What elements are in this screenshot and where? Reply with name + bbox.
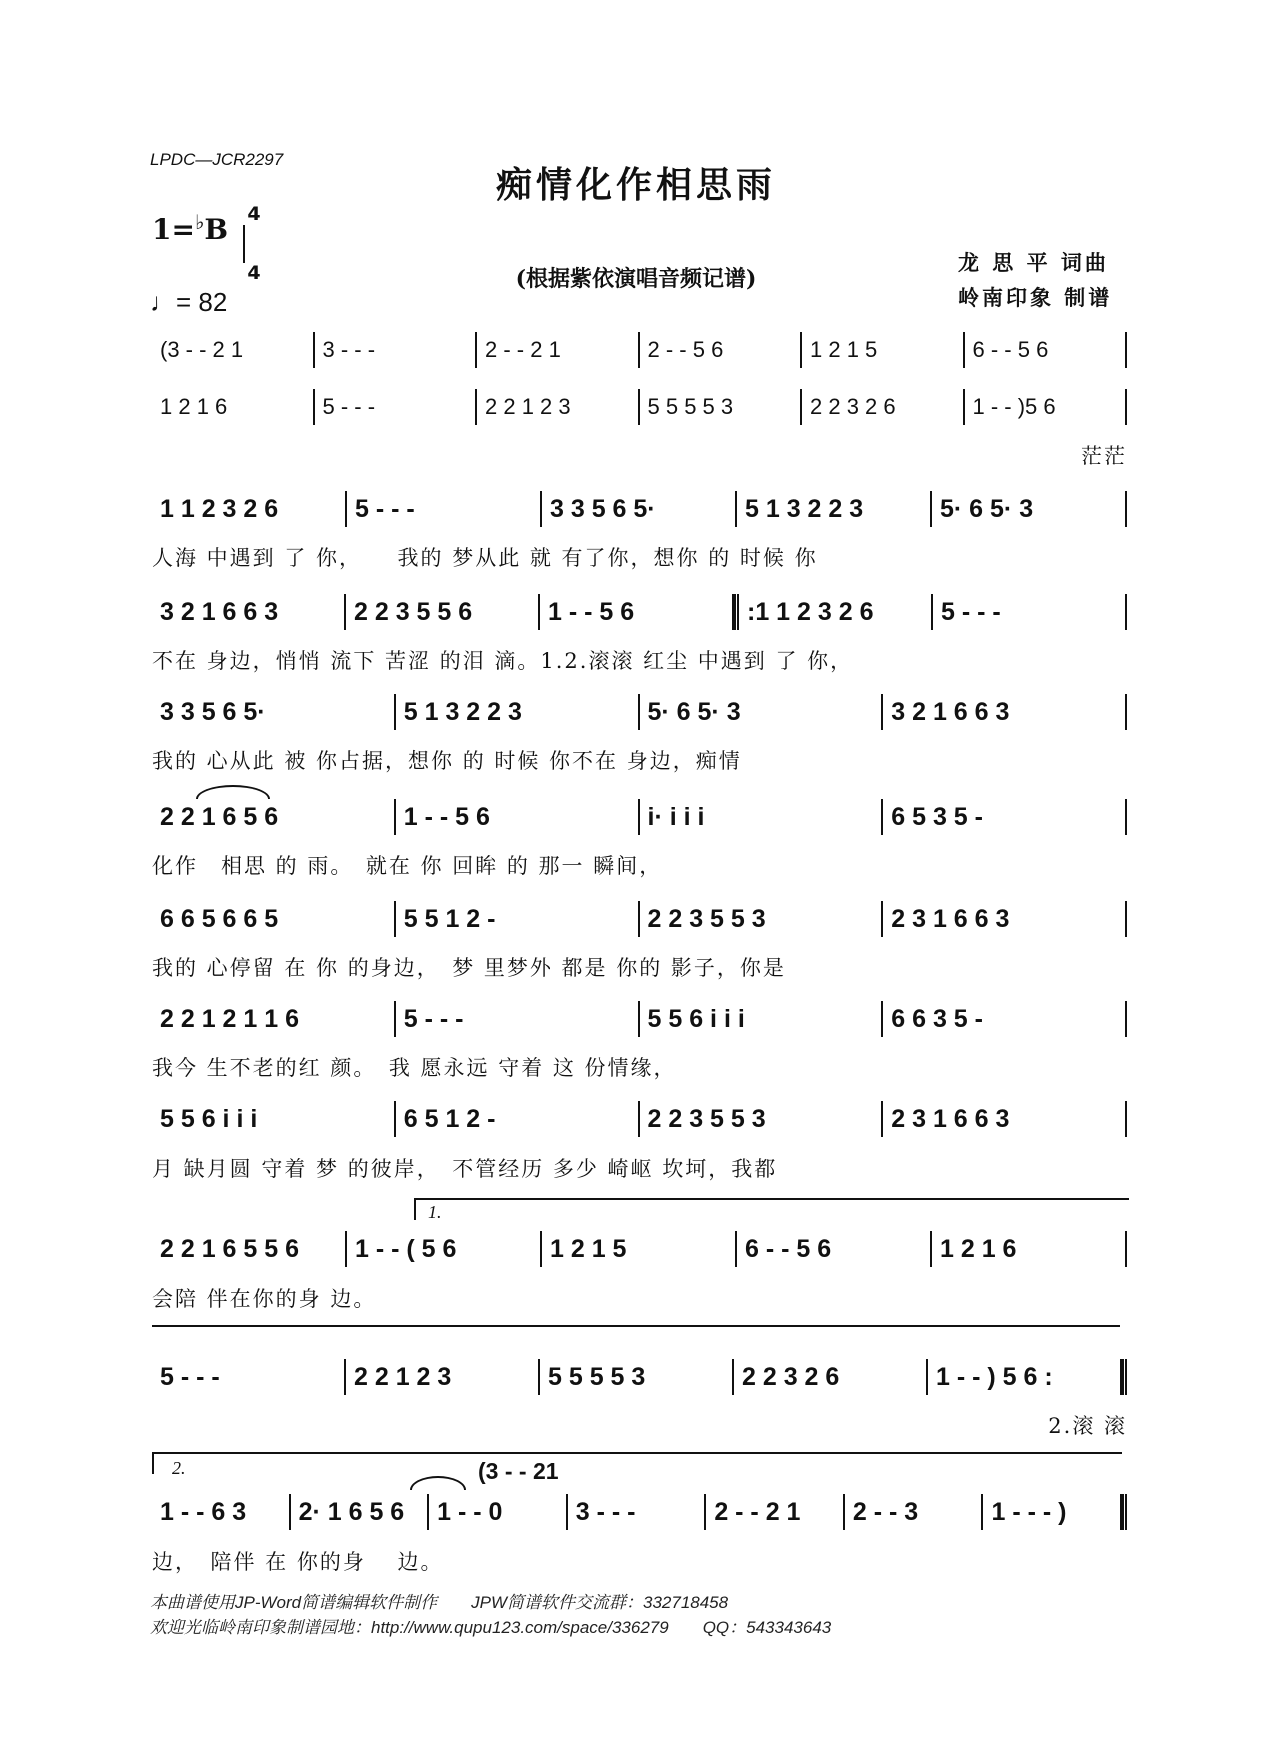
measure: 3 2 1 6 6 3 bbox=[160, 597, 279, 626]
measure: 2 2 3 5 5 6 bbox=[354, 597, 473, 626]
tempo-value: = 82 bbox=[176, 287, 228, 317]
measure: 2 - - 2 1 bbox=[714, 1497, 801, 1526]
lyric-line: 我的 心停留 在 你 的身边， 梦 里梦外 都是 你的 影子，你是 bbox=[152, 956, 786, 980]
measure: 1 - - ( 5 6 bbox=[355, 1234, 457, 1263]
lyric-line: 我的 心从此 被 你占据，想你 的 时候 你不在 身边，痴情 bbox=[152, 749, 742, 773]
measure: 2 2 3 5 5 3 bbox=[647, 904, 766, 933]
interlude-bracket: (3 - - 21 bbox=[478, 1458, 559, 1484]
measure: 1 - - ) 5 6 : bbox=[936, 1362, 1053, 1391]
lyric-line: 化作 相思 的 雨。 就在 你 回眸 的 那一 瞬间， bbox=[152, 854, 663, 878]
measure: 2 2 1 6 5 5 6 bbox=[160, 1234, 300, 1263]
measure: 5 - - - bbox=[160, 1362, 220, 1391]
measure: 2 - - 5 6 bbox=[647, 337, 724, 362]
quarter-note-icon: ♩ bbox=[150, 287, 176, 317]
time-signature-line bbox=[243, 225, 245, 263]
measure: i· i i i bbox=[647, 802, 705, 831]
time-signature-bottom: 4 bbox=[247, 262, 261, 284]
measure: 3 - - - bbox=[575, 1497, 636, 1526]
measure: 1 - - - ) bbox=[991, 1497, 1067, 1526]
volta-bracket-2 bbox=[152, 1452, 1122, 1474]
lyric-line: 人海 中遇到 了 你， 我的 梦从此 就 有了你，想你 的 时候 你 bbox=[152, 546, 818, 570]
lyric-line: 不在 身边，悄悄 流下 苦涩 的泪 滴。1.2.滚滚 红尘 中遇到 了 你， bbox=[152, 649, 854, 673]
measure: 6 5 1 2 - bbox=[403, 1104, 496, 1133]
measure: :1 1 2 3 2 6 bbox=[747, 597, 874, 626]
repeat-start-barline bbox=[732, 594, 739, 630]
volta-bracket-1 bbox=[414, 1198, 1129, 1220]
score-code: LPDC—JCR2297 bbox=[150, 150, 284, 169]
barline bbox=[1125, 332, 1127, 368]
measure: 2 - - 3 bbox=[852, 1497, 919, 1526]
barline bbox=[1125, 1231, 1127, 1267]
barline bbox=[1125, 491, 1127, 527]
barline bbox=[1125, 694, 1127, 730]
measure: 5 - - - bbox=[941, 597, 1001, 626]
measure: 2 2 3 2 6 bbox=[810, 394, 896, 419]
lyric-line: 我今 生不老的红 颜。 我 愿永远 守着 这 份情缘， bbox=[152, 1056, 677, 1080]
score-row bbox=[152, 487, 1127, 531]
measure: 5 5 6 i i i bbox=[647, 1004, 745, 1033]
measure: 2 3 1 6 6 3 bbox=[891, 1104, 1010, 1133]
measure: 6 6 5 6 6 5 bbox=[160, 904, 279, 933]
measure: 5 5 5 5 3 bbox=[647, 394, 734, 419]
score-row bbox=[152, 1355, 1127, 1399]
measure: 1 2 1 5 bbox=[550, 1234, 627, 1263]
measure: 2 3 1 6 6 3 bbox=[891, 904, 1010, 933]
measure: 2 2 1 6 5 6 bbox=[160, 802, 279, 831]
barline bbox=[1125, 1001, 1127, 1037]
footer-software-note: 本曲谱使用JP-Word简谱编辑软件制作 JPW简谱软件交流群：332718458 bbox=[150, 1593, 729, 1612]
measure: 5· 6 5· 3 bbox=[647, 697, 741, 726]
lyric-line: 会陪 伴在你的身 边。 bbox=[152, 1287, 377, 1311]
lyric-line: 茫茫 bbox=[1081, 444, 1127, 468]
volta-label-2: 2. bbox=[172, 1458, 186, 1478]
key-prefix: 1= bbox=[152, 213, 195, 246]
measure: 5 1 3 2 2 3 bbox=[745, 494, 864, 523]
measure: 5 5 6 i i i bbox=[160, 1104, 258, 1133]
time-signature-top: 4 bbox=[247, 203, 261, 225]
measure: 2 2 1 2 1 1 6 bbox=[160, 1004, 300, 1033]
measure: 6 5 3 5 - bbox=[891, 802, 983, 831]
measure: 2· 1 6 5 6 bbox=[298, 1497, 405, 1526]
measure: 1 2 1 5 bbox=[810, 337, 878, 362]
lyric-line: 月 缺月圆 守着 梦 的彼岸， 不管经历 多少 崎岖 坎坷，我都 bbox=[152, 1157, 778, 1181]
measure: 6 6 3 5 - bbox=[891, 1004, 983, 1033]
measure: 5 - - - bbox=[355, 494, 415, 523]
score-row bbox=[152, 897, 1127, 941]
transcriber: 岭南印象 制谱 bbox=[958, 285, 1113, 310]
measure: 2 2 3 5 5 3 bbox=[647, 1104, 766, 1133]
measure: 6 - - 5 6 bbox=[745, 1234, 832, 1263]
measure: 5 5 5 5 3 bbox=[548, 1362, 646, 1391]
key-signature bbox=[152, 210, 228, 246]
measure: 1 2 1 6 bbox=[940, 1234, 1017, 1263]
barline bbox=[1125, 594, 1127, 630]
measure: 1 - - 5 6 bbox=[548, 597, 635, 626]
measure: 1 2 1 6 bbox=[160, 394, 228, 419]
measure: 1 - - )5 6 bbox=[972, 394, 1056, 419]
measure: 1 1 2 3 2 6 bbox=[160, 494, 279, 523]
score-row bbox=[152, 1227, 1127, 1271]
footer-website-note: 欢迎光临岭南印象制谱园地：http://www.qupu123.com/space/336279 QQ：543343643 bbox=[150, 1618, 832, 1637]
repeat-end-barline bbox=[1120, 1359, 1127, 1395]
measure: 5 1 3 2 2 3 bbox=[403, 697, 522, 726]
measure: 6 - - 5 6 bbox=[972, 337, 1049, 362]
score-row bbox=[152, 690, 1127, 734]
measure: 3 - - - bbox=[322, 337, 376, 362]
lyric-line: 2.滚 滚 bbox=[1048, 1414, 1127, 1438]
final-barline bbox=[1120, 1494, 1127, 1530]
measure: 2 - - 2 1 bbox=[485, 337, 561, 362]
key-name: B bbox=[204, 213, 229, 246]
volta-label-1: 1. bbox=[428, 1202, 442, 1222]
score-row bbox=[152, 997, 1127, 1041]
measure: 5 - - - bbox=[322, 394, 376, 419]
barline bbox=[1125, 389, 1127, 425]
measure: 3 3 5 6 5· bbox=[550, 494, 656, 523]
measure: 5· 6 5· 3 bbox=[940, 494, 1034, 523]
lyric-line: 边， 陪伴 在 你的身 边。 bbox=[152, 1550, 444, 1574]
score-row bbox=[152, 795, 1127, 839]
tie-slur bbox=[410, 1476, 466, 1490]
measure: 2 2 1 2 3 bbox=[354, 1362, 452, 1391]
score-row bbox=[152, 590, 1127, 634]
score-row bbox=[152, 1097, 1127, 1141]
measure: 3 3 5 6 5· bbox=[160, 697, 266, 726]
measure: 3 2 1 6 6 3 bbox=[891, 697, 1010, 726]
measure: 2 2 3 2 6 bbox=[742, 1362, 840, 1391]
measure: 5 - - - bbox=[403, 1004, 464, 1033]
barline bbox=[1125, 1101, 1127, 1137]
measure: 5 5 1 2 - bbox=[403, 904, 496, 933]
barline bbox=[1125, 901, 1127, 937]
lyricist-composer: 龙 思 平 词曲 bbox=[958, 250, 1109, 275]
measure: 1 - - 0 bbox=[437, 1497, 503, 1526]
score-row bbox=[152, 328, 1127, 372]
volta-continuation-line bbox=[152, 1325, 1120, 1327]
measure: 2 2 1 2 3 bbox=[485, 394, 571, 419]
measure: 1 - - 6 3 bbox=[160, 1497, 247, 1526]
song-title: 痴情化作相思雨 bbox=[495, 164, 776, 206]
subtitle: (根据紫依演唱音频记谱) bbox=[515, 266, 757, 292]
barline bbox=[1125, 799, 1127, 835]
measure: (3 - - 2 1 bbox=[160, 337, 244, 362]
measure: 1 - - 5 6 bbox=[403, 802, 490, 831]
score-row bbox=[152, 385, 1127, 429]
flat-icon: ♭ bbox=[194, 210, 205, 234]
score-row bbox=[152, 1490, 1127, 1534]
